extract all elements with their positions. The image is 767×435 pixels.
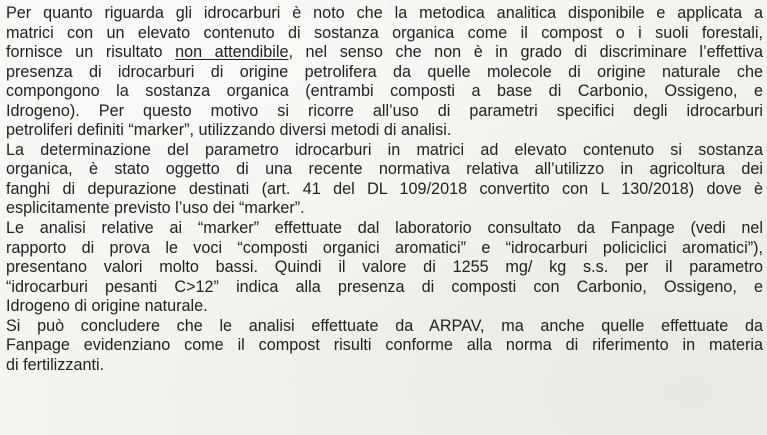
paragraph-regulation	[6, 141, 763, 219]
text-line: Si può concludere che le analisi effettuate da ARPAV, ma anche quelle effettuate da	[6, 316, 763, 335]
text-line: “idrocarburi pesanti C>12” indica alla presenza di composti con Carbonio, Ossigeno, e	[6, 277, 763, 296]
paragraph-hydrocarbons-method	[6, 4, 763, 141]
text-line: organica, è stato oggetto di una recente normativa relativa all’utilizzo in agricoltura dei	[6, 160, 763, 179]
text-line: Idrogeno di origine naturale.	[6, 297, 208, 316]
document-body	[6, 4, 763, 375]
paragraph-conclusion	[6, 317, 763, 376]
text-line: presenza di idrocarburi di origine petrolifera da quelle molecole di origine naturale che	[6, 62, 763, 81]
text-line: presentano valori molto bassi. Quindi il valore di 1255 mg/ kg s.s. per il parametro	[6, 258, 763, 277]
text-line: Fanpage evidenziano come il compost risulti conforme alla norma di riferimento in materia	[6, 336, 763, 355]
text-line: di fertilizzanti.	[6, 355, 105, 374]
text-line: Idrogeno). Per questo motivo si ricorre all’uso di parametri specifici degli idrocarburi	[6, 101, 763, 120]
underlined-phrase: non attendibile	[175, 43, 289, 62]
text-line: Per quanto riguarda gli idrocarburi è noto che la metodica analitica disponibile e applicata a	[6, 4, 763, 22]
text-line: rapporto di prova le voci “composti organici aromatici” e “idrocarburi policiclici aromatici”),	[6, 238, 763, 257]
text-line: La determinazione del parametro idrocarburi in matrici ad elevato contenuto si sostanza	[6, 140, 763, 159]
text-line: esplicitamente previsto l’uso dei “marker”.	[6, 199, 305, 218]
text-line: compongono la sostanza organica (entrambi composti a base di Carbonio, Ossigeno, e	[6, 82, 763, 101]
text-line: petroliferi definiti “marker”, utilizzando diversi metodi di analisi.	[6, 121, 452, 140]
text-line	[6, 43, 763, 63]
text-run: fornisce un risultato	[6, 43, 176, 62]
text-line: Le analisi relative ai “marker” effettuate dal laboratorio consultato da Fanpage (vedi nel	[6, 219, 763, 238]
text-line: matrici con un elevato contenuto di sostanza organica come il compost o i suoli forestali,	[6, 23, 763, 42]
text-run: , nel senso che non è in grado di discriminare l’effettiva	[288, 43, 764, 62]
text-line: fanghi di depurazione destinati (art. 41 del DL 109/2018 convertito con L 130/2018) dove è	[6, 179, 763, 198]
paragraph-marker-analysis	[6, 219, 763, 317]
